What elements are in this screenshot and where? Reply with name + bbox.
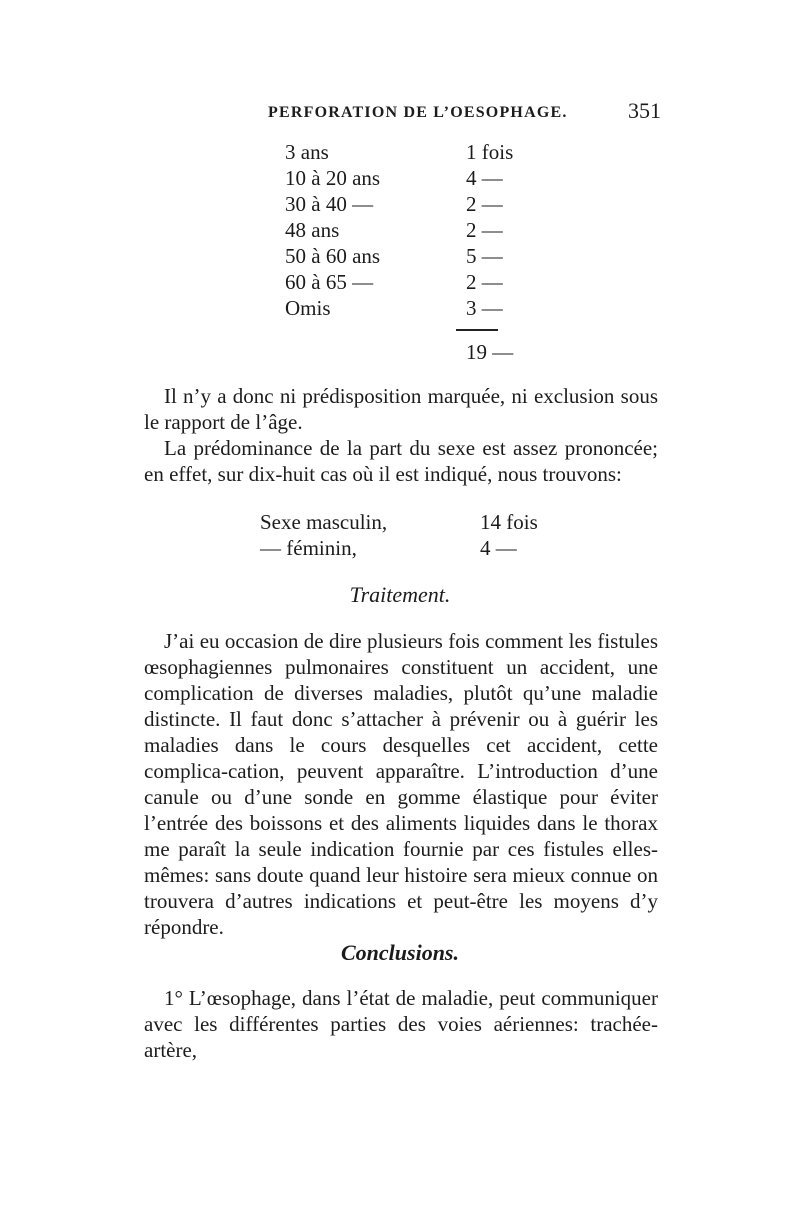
sum-divider [456, 329, 498, 331]
case-count: 1 fois [466, 140, 514, 164]
age-range: 60 à 65 — [285, 270, 374, 294]
running-title: PERFORATION DE L’OESOPHAGE. [268, 104, 568, 121]
age-range: Omis [285, 296, 331, 320]
case-count: 14 fois [480, 510, 538, 534]
age-range: 50 à 60 ans [285, 244, 381, 268]
paragraph-text: La prédominance de la part du sexe est assez prononcée; en effet, sur dix-huit cas où il est indiqué, nous trouvons: [144, 436, 658, 486]
table-row [0, 244, 800, 270]
total-count: 19 — [466, 340, 514, 364]
age-range: 10 à 20 ans [285, 166, 381, 190]
case-count: 5 — [466, 244, 503, 268]
age-range: 3 ans [285, 140, 329, 164]
paragraph-text: 1° L’œsophage, dans l’état de maladie, peut communiquer avec les différentes parties des voies aériennes: trachée-artère, [144, 986, 658, 1062]
paragraph-text: Il n’y a donc ni prédisposition marquée, ni exclusion sous le rapport de l’âge. [144, 384, 658, 434]
case-count: 4 — [480, 536, 517, 560]
age-range: 48 ans [285, 218, 340, 242]
age-range: 30 à 40 — [285, 192, 374, 216]
sex-label: Sexe masculin, [260, 510, 388, 534]
case-count: 2 — [466, 192, 503, 216]
case-count: 2 — [466, 270, 503, 294]
section-title-treatment: Traitement. [349, 582, 451, 607]
paragraph-text: J’ai eu occasion de dire plusieurs fois comment les fistules œsophagiennes pulmonaires constituent un accident, une complication de diverses maladies, plutôt qu’une maladie distincte. Il faut donc s’attacher à prévenir ou à guérir les maladies dans le cours desquelles cet accident, cette complica-cation, peuvent apparaître. L’introduction d’une canule ou d’une sonde en gomme élastique pour éviter l’entrée des boissons et des aliments liquides dans le thorax me paraît la seule indication fournie par ces fistules elles-mêmes: sans doute quand leur histoire sera mieux connue on trouvera d’autres indications et peut-être les moyens d’y répondre. [144, 629, 658, 939]
paragraph-conclusion-1 [144, 985, 658, 1063]
table-row [0, 296, 800, 322]
sex-label: — féminin, [260, 536, 357, 560]
table-row [0, 140, 800, 166]
table-row [0, 270, 800, 296]
case-count: 4 — [466, 166, 503, 190]
table-row [0, 218, 800, 244]
page-number: 351 [628, 98, 661, 123]
paragraph-treatment [144, 628, 658, 940]
table-row [0, 192, 800, 218]
paragraph-sex [144, 435, 658, 487]
paragraph-age [144, 383, 658, 435]
section-title-conclusions: Conclusions. [341, 940, 459, 965]
table-row [0, 166, 800, 192]
case-count: 2 — [466, 218, 503, 242]
case-count: 3 — [466, 296, 503, 320]
